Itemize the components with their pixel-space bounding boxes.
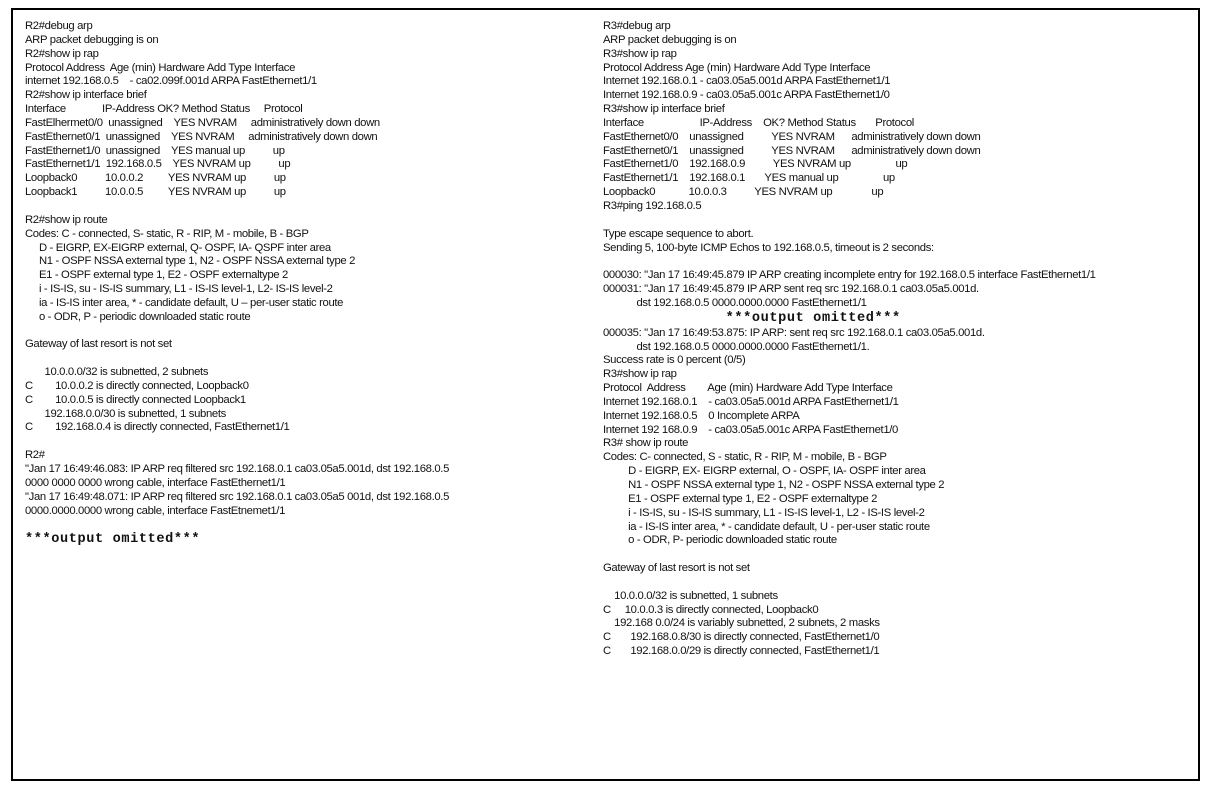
console-line: R2#show ip rap — [25, 47, 99, 60]
console-line: Gateway of last resort is not set — [603, 562, 750, 575]
console-line: "Jan 17 16:49:46.083: IP ARP req filtered src 192.168.0.1 ca03.05a5.001d, dst 192.168.0.5 — [25, 463, 450, 475]
console-line: Protocol Address Age (min) Hardware Add Type Interface — [603, 382, 893, 395]
console-line: C 192.168.0.4 is directly connected, FastEthernet1/1 — [25, 421, 290, 434]
console-line: FastEthernet0/1 unassigned YES NVRAM administratively down down — [603, 144, 981, 157]
console-line: i - IS-IS, su - IS-IS summary, L1 - IS-IS level-1, L2 - IS-IS level-2 — [603, 506, 925, 519]
console-line: C 10.0.0.3 is directly connected, Loopback0 — [603, 603, 819, 616]
console-line: E1 - OSPF external type 1, E2 - OSPF externaltype 2 — [603, 492, 878, 505]
console-line: C 192.168.0.0/29 is directly connected, FastEthernet1/1 — [603, 645, 880, 658]
console-line: Internet 192.168.0.1 - ca03.05a5.001d ARPA FastEthernet1/1 — [603, 395, 899, 408]
console-line: R3#show ip interface brief — [603, 103, 725, 116]
console-line — [603, 214, 1198, 228]
console-line: 000035: "Jan 17 16:49:53.875: IP ARP: sent req src 192.168.0.1 ca03.05a5.001d. — [603, 326, 985, 339]
console-line: dst 192.168.0.5 0000.0000.0000 FastEthernet1/1 — [603, 296, 867, 309]
console-line: N1 - OSPF NSSA external type 1, N2 - OSPF NSSA external type 2 — [25, 255, 356, 268]
console-line: R3#ping 192.168.0.5 — [603, 199, 702, 212]
console-line: FastEthernet1/1 192.168.0.1 YES manual up up — [603, 172, 895, 185]
console-line: FastEthernet1/0 unassigned YES manual up up — [25, 144, 285, 157]
console-line: FastEthernet1/0 192.168.0.9 YES NVRAM up up — [603, 158, 908, 171]
console-line: R2#show ip route — [25, 213, 108, 226]
console-line: Loopback0 10.0.0.3 YES NVRAM up up — [603, 186, 884, 199]
console-line: Codes: C - connected, S- static, R - RIP, M - mobile, B - BGP — [25, 227, 309, 240]
console-line — [25, 518, 590, 532]
console-line: dst 192.168.0.5 0000.0000.0000 FastEthernet1/1. — [603, 340, 870, 353]
console-line: 10.0.0.0/32 is subnetted, 1 subnets — [603, 589, 778, 602]
console-line — [603, 576, 1198, 590]
console-line: 192.168.0.0/30 is subnetted, 1 subnets — [25, 407, 226, 420]
console-line: D - EIGRP, EX-EIGRP external, Q- OSPF, IA- QSPF inter area — [25, 241, 331, 254]
console-line: ia - IS-IS inter area, * - candidate default, U – per-user static route — [25, 296, 344, 309]
console-line: Loopback0 10.0.0.2 YES NVRAM up up — [25, 172, 286, 185]
console-line: ARP packet debugging is on — [25, 33, 159, 46]
console-line: internet 192.168.0.5 - ca02.099f.001d ARPA FastEthernet1/1 — [25, 75, 317, 88]
console-line: Internet 192.168.0.5 0 Incomplete ARPA — [603, 409, 800, 422]
console-line: FastElhermet0/0 unassigned YES NVRAM administratively down down — [25, 116, 380, 129]
console-line: N1 - OSPF NSSA external type 1, N2 - OSPF NSSA external type 2 — [603, 479, 945, 491]
console-line: 0000.0000.0000 wrong cable, interface FastEtnemet1/1 — [25, 504, 286, 517]
console-line: o - ODR, P- periodic downloaded static route — [603, 534, 837, 547]
console-line: R3#show ip rap — [603, 47, 677, 60]
console-line: Codes: C- connected, S - static, R - RIP, M - mobile, B - BGP — [603, 451, 887, 464]
console-line: ARP packet debugging is on — [603, 33, 737, 46]
console-line: Protocol Address Age (min) Hardware Add Type Interface — [25, 61, 296, 74]
console-line: R2#debug arp — [25, 20, 93, 32]
console-line: 10.0.0.0/32 is subnetted, 2 subnets — [25, 366, 209, 379]
console-line: 192.168 0.0/24 is variably subnetted, 2 subnets, 2 masks — [603, 617, 880, 630]
console-line: Type escape sequence to abort. — [603, 227, 754, 240]
console-line: FastEthernet0/0 unassigned YES NVRAM administratively down down — [603, 130, 981, 143]
figure-frame — [11, 8, 1200, 781]
console-line: i - IS-IS, su - IS-IS summary, L1 - IS-IS level-1, L2- IS-IS level-2 — [25, 283, 333, 296]
r3-console-output — [603, 20, 1198, 659]
console-line — [25, 200, 590, 214]
console-line: Interface IP-Address OK? Method Status Protocol — [25, 103, 303, 116]
console-line: Internet 192.168.0.1 - ca03.05a5.001d ARPA FastEthernet1/1 — [603, 75, 891, 88]
console-line: FastEthernet0/1 unassigned YES NVRAM administratively down down — [25, 130, 378, 143]
console-line: o - ODR, P - periodic downloaded static route — [25, 310, 251, 323]
console-line — [25, 352, 590, 366]
console-line: FastEthernet1/1 192.168.0.5 YES NVRAM up up — [25, 158, 291, 171]
console-line: Success rate is 0 percent (0/5) — [603, 354, 746, 367]
r2-console-output — [25, 20, 590, 548]
console-line: R2#show ip interface brief — [25, 89, 147, 102]
console-line: C 192.168.0.8/30 is directly connected, FastEthernet1/0 — [603, 631, 880, 644]
console-line: E1 - OSPF external type 1, E2 - OSPF externaltype 2 — [25, 269, 288, 282]
console-line: R3#debug arp — [603, 20, 671, 32]
console-line: R2# — [25, 449, 45, 462]
console-line: Protocol Address Age (min) Hardware Add Type Interface — [603, 61, 871, 74]
console-line: R3# show ip route — [603, 437, 689, 450]
console-line: Interface IP-Address OK? Method Status Protocol — [603, 116, 914, 129]
console-line: C 10.0.0.2 is directly connected, Loopback0 — [25, 379, 249, 392]
console-line: Internet 192 168.0.9 - ca03.05a5.001c ARPA FastEthernet1/0 — [603, 423, 898, 436]
console-line: Loopback1 10.0.0.5 YES NVRAM up up — [25, 186, 286, 199]
console-line: ***output omitted*** — [603, 310, 901, 326]
console-line: D - EIGRP, EX- EIGRP external, O - OSPF, IA- OSPF inter area — [603, 465, 926, 478]
console-line: ***output omitted*** — [25, 532, 201, 548]
console-line — [25, 325, 590, 339]
console-line — [25, 435, 590, 449]
console-line: ia - IS-IS inter area, * - candidate default, U - per-user static route — [603, 520, 930, 533]
console-line — [603, 255, 1198, 269]
console-line: 000030: "Jan 17 16:49:45.879 IP ARP creating incomplete entry for 192.168.0.5 interface FastEthernet1/1 — [603, 269, 1096, 282]
console-line: Sending 5, 100-byte ICMP Echos to 192.168.0.5, timeout is 2 seconds: — [603, 241, 934, 254]
console-line: Gateway of last resort is not set — [25, 338, 172, 351]
console-line: C 10.0.0.5 is directly connected Loopback1 — [25, 393, 246, 406]
console-line: R3#show ip rap — [603, 368, 677, 381]
console-line: "Jan 17 16:49:48.071: IP ARP req filtered src 192.168.0.1 ca03.05a5 001d, dst 192.168.0.5 — [25, 490, 450, 503]
console-line: 0000 0000 0000 wrong cable, interface FastEthernet1/1 — [25, 476, 286, 489]
console-line — [603, 548, 1198, 562]
console-line: Internet 192.168.0.9 - ca03.05a5.001c ARPA FastEthernet1/0 — [603, 89, 890, 102]
console-line: 000031: "Jan 17 16:49:45.879 IP ARP sent req src 192.168.0.1 ca03.05a5.001d. — [603, 283, 979, 296]
